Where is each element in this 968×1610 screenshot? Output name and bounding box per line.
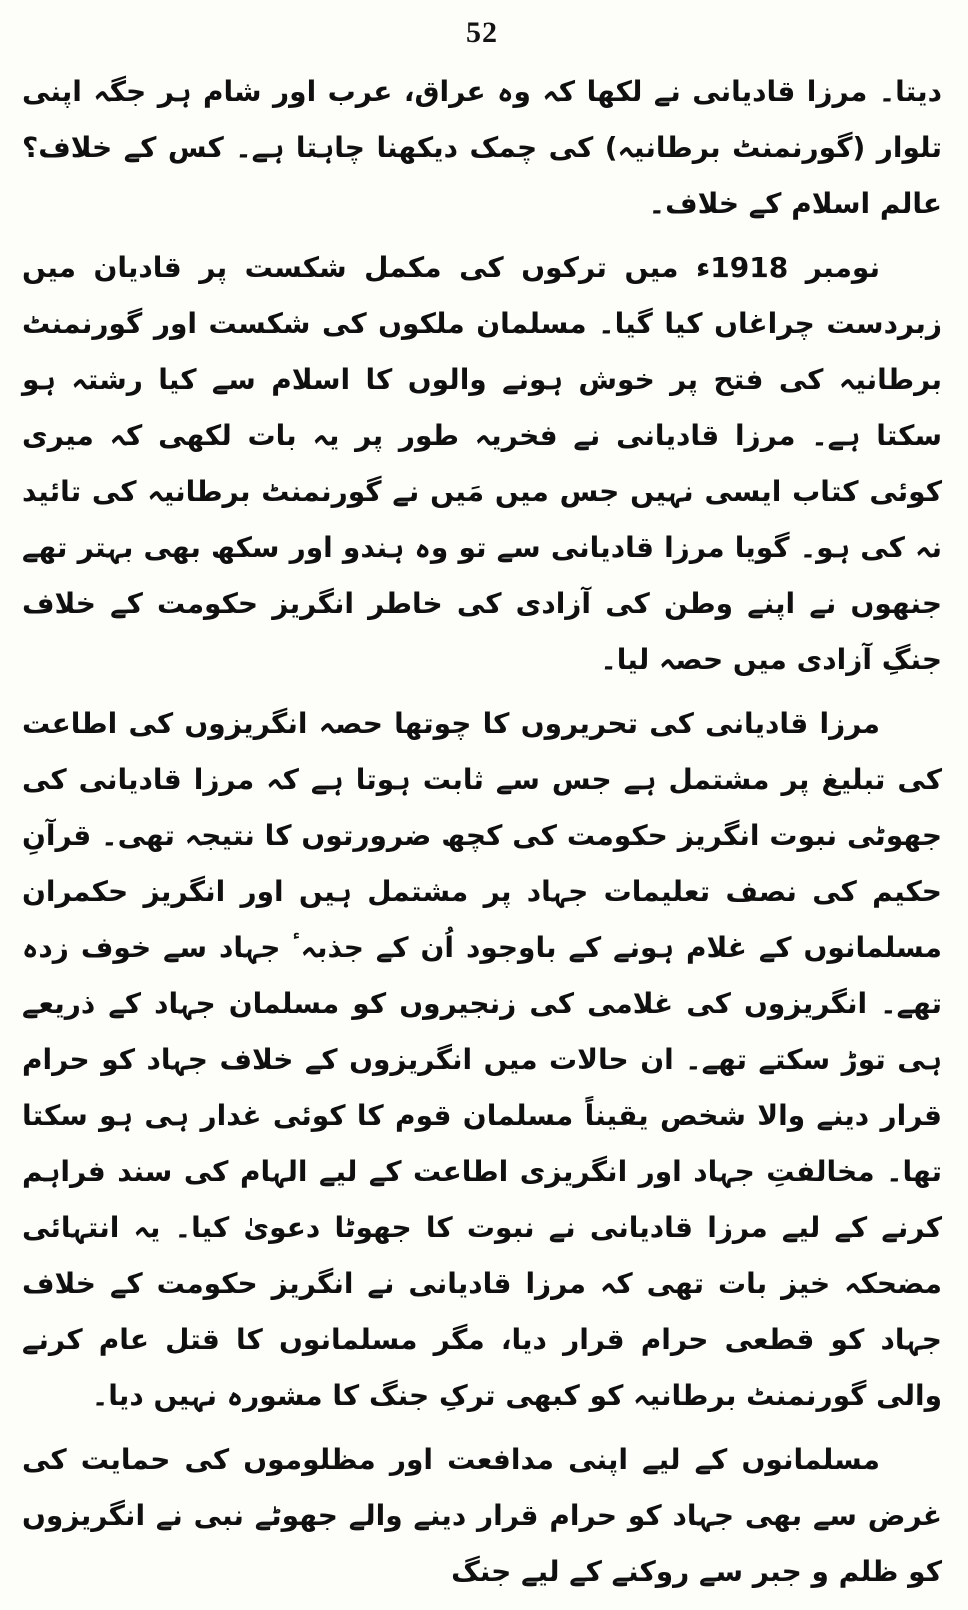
paragraph-continuation: دیتا۔ مرزا قادیانی نے لکھا کہ وہ عراق، عرب اور شام ہر جگہ اپنی تلوار (گورنمنٹ برطانیہ) کی چمک دیکھنا چاہتا ہے۔ کس کے خلاف؟ عالم اسلام کے خلاف۔ — [22, 75, 942, 220]
paragraph: نومبر 1918ء میں ترکوں کی مکمل شکست پر قادیان میں زبردست چراغاں کیا گیا۔ مسلمان ملکوں کی شکست اور گورنمنٹ برطانیہ کی فتح پر خوش ہونے والوں کا اسلام سے کیا رشتہ ہو سکتا ہے۔ مرزا قادیانی نے فخریہ طور پر یہ بات لکھی کہ میری کوئی کتاب ایسی نہیں جس میں مَیں نے گورنمنٹ برطانیہ کی تائید نہ کی ہو۔ گویا مرزا قادیانی سے تو وہ ہندو اور سکھ بھی بہتر تھے جنھوں نے اپنے وطن کی آزادی کی خاطر انگریز حکومت کے خلاف جنگِ آزادی میں حصہ لیا۔ — [22, 251, 942, 676]
page-number: 52 — [466, 16, 498, 49]
page-text-body — [22, 64, 942, 1600]
paragraph: مرزا قادیانی کی تحریروں کا چوتھا حصہ انگریزوں کی اطاعت کی تبلیغ پر مشتمل ہے جس سے ثابت ہوتا ہے کہ مرزا قادیانی کی جھوٹی نبوت انگریز حکومت کی کچھ ضرورتوں کا نتیجہ تھی۔ قرآنِ حکیم کی نصف تعلیمات جہاد پر مشتمل ہیں اور انگریز حکمران مسلمانوں کے غلام ہونے کے باوجود اُن کے جذبہٴ جہاد سے خوف زدہ تھے۔ انگریزوں کی غلامی کی زنجیروں کو مسلمان جہاد کے ذریعے ہی توڑ سکتے تھے۔ ان حالات میں انگریزوں کے خلاف جہاد کو حرام قرار دینے والا شخص یقیناً مسلمان قوم کا کوئی غدار ہی ہو سکتا تھا۔ مخالفتِ جہاد اور انگریزی اطاعت کے لیے الہام کی سند فراہم کرنے کے لیے مرزا قادیانی نے نبوت کا جھوٹا دعویٰ کیا۔ یہ انتہائی مضحکہ خیز بات تھی کہ مرزا قادیانی نے انگریز حکومت کے خلاف جہاد کو قطعی حرام قرار دیا، مگر مسلمانوں کا قتل عام کرنے والی گورنمنٹ برطانیہ کو کبھی ترکِ جنگ کا مشورہ نہیں دیا۔ — [22, 707, 942, 1412]
paragraph-cutoff: مسلمانوں کے لیے اپنی مدافعت اور مظلوموں کی حمایت کی غرض سے بھی جہاد کو حرام قرار دینے والے جھوٹے نبی نے انگریزوں کو ظلم و جبر سے روکنے کے لیے جنگ — [22, 1443, 942, 1588]
